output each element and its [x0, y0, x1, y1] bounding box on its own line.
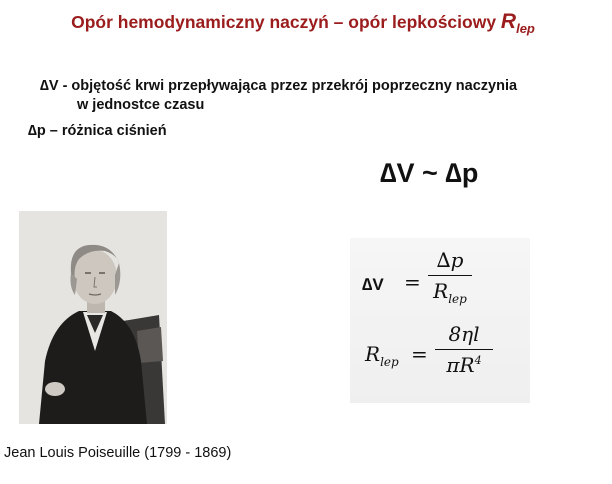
lhs-symbol: R: [365, 342, 381, 366]
definition-dv: ∆V - objętość krwi przepływająca przez przekrój poprzeczny naczynia: [40, 78, 518, 94]
title-subscript: lep: [516, 21, 535, 36]
proportionality-formula: ∆V ~ ∆p: [380, 158, 479, 188]
fraction-bar: [428, 275, 472, 276]
title-symbol: R: [500, 10, 517, 33]
definition-dp: ∆p – różnica ciśnień: [28, 123, 167, 139]
denominator-base: πR: [446, 353, 475, 377]
definition-dv-continuation: w jednostce czasu: [77, 97, 205, 113]
resistance-equation-equals: =: [411, 342, 428, 366]
resistance-equation-fraction: [435, 322, 493, 377]
portrait-image: [19, 211, 167, 424]
denominator-subscript: lep: [448, 292, 467, 306]
lhs-subscript: lep: [380, 355, 399, 369]
denominator-symbol: R: [433, 279, 449, 303]
slide-title: [0, 10, 606, 34]
resistance-equation-denominator: [435, 353, 493, 377]
equation-panel: [350, 238, 530, 403]
resistance-equation-lhs: [365, 342, 399, 369]
denominator-exponent: 4: [474, 354, 482, 367]
resistance-equation-numerator: 8ηl: [448, 322, 480, 346]
slide-title-text: Opór hemodynamiczny naczyń – opór lepkościowy: [71, 12, 501, 32]
flow-equation-equals: =: [404, 270, 421, 294]
flow-equation-fraction: [428, 248, 472, 306]
fraction-bar: [435, 349, 493, 350]
flow-equation-lhs: ∆V: [362, 275, 384, 294]
poiseuille-portrait: [19, 211, 167, 424]
flow-equation-numerator: ∆p: [436, 248, 464, 272]
flow-equation-denominator: [428, 279, 472, 306]
portrait-caption: Jean Louis Poiseuille (1799 - 1869): [4, 445, 232, 461]
